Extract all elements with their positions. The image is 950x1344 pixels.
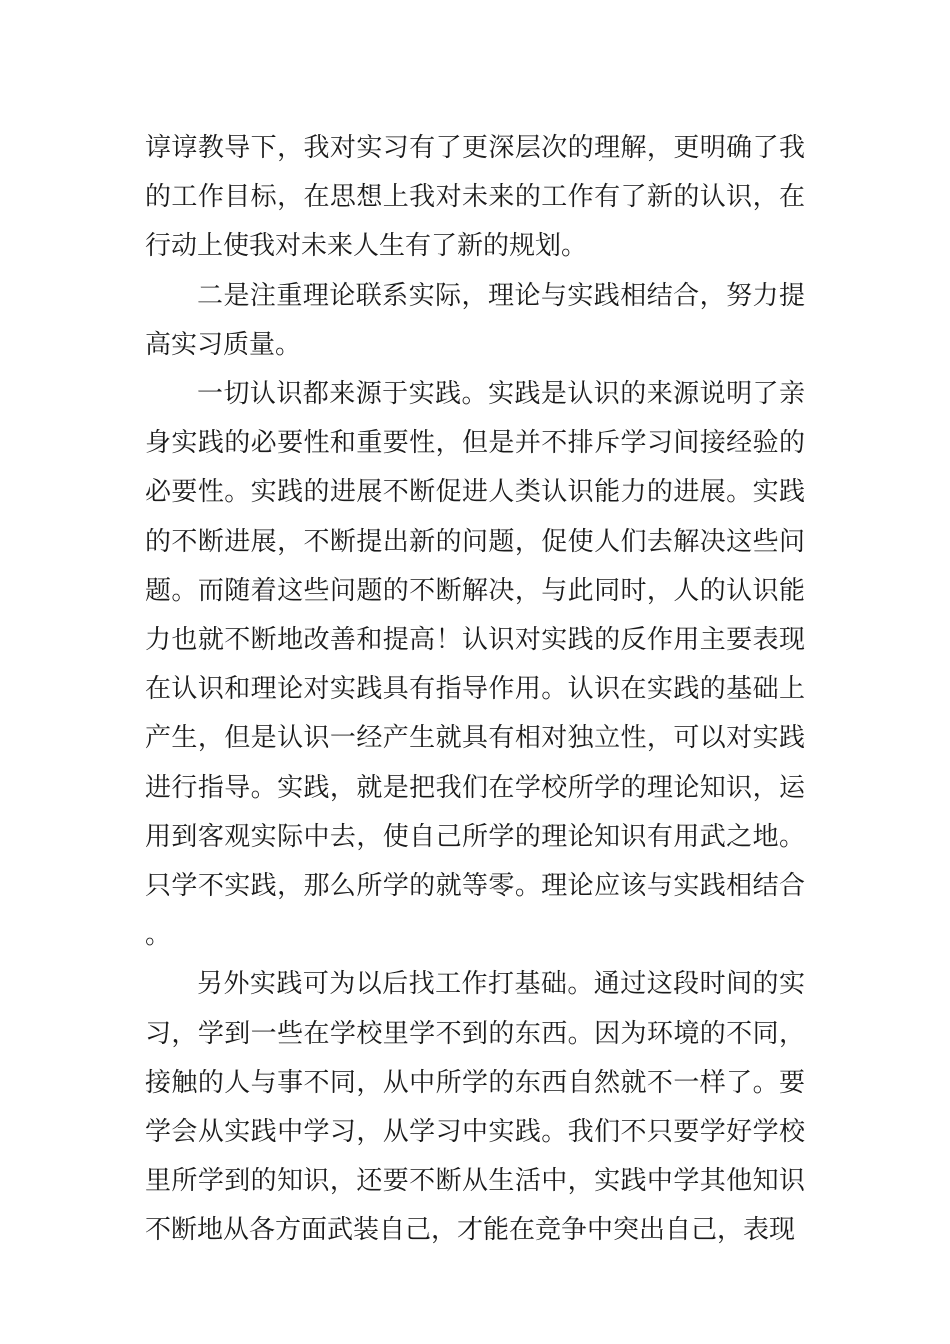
paragraph-2: 二是注重理论联系实际，理论与实践相结合，努力提高实习质量。	[145, 280, 805, 360]
paragraph-3: 一切认识都来源于实践。实践是认识的来源说明了亲身实践的必要性和重要性，但是并不排斥学习间接经验的必要性。实践的进展不断促进人类认识能力的进展。实践的不断进展，不断提出新的问题，促使人们去解决这些问题。而随着这些问题的不断解决，与此同时，人的认识能力也就不断地改善和提高！认识对实践的反作用主要表现在认识和理论对实践具有指导作用。认识在实践的基础上产生，但是认识一经产生就具有相对独立性，可以对实践进行指导。实践，就是把我们在学校所学的理论知识，运用到客观实际中去，使自己所学的理论知识有用武之地。只学不实践，那么所学的就等零。理论应该与实践相结合。	[145, 379, 805, 951]
document-body	[145, 124, 805, 1256]
paragraph-4: 另外实践可为以后找工作打基础。通过这段时间的实习，学到一些在学校里学不到的东西。因为环境的不同，接触的人与事不同，从中所学的东西自然就不一样了。要学会从实践中学习，从学习中实践。我们不只要学好学校里所学到的知识，还要不断从生活中，实践中学其他知识不断地从各方面武装自己，才能在竞争中突出自己，表现	[145, 969, 805, 1246]
paragraph-1: 谆谆教导下，我对实习有了更深层次的理解，更明确了我的工作目标，在思想上我对未来的工作有了新的认识，在行动上使我对未来人生有了新的规划。	[145, 133, 805, 262]
